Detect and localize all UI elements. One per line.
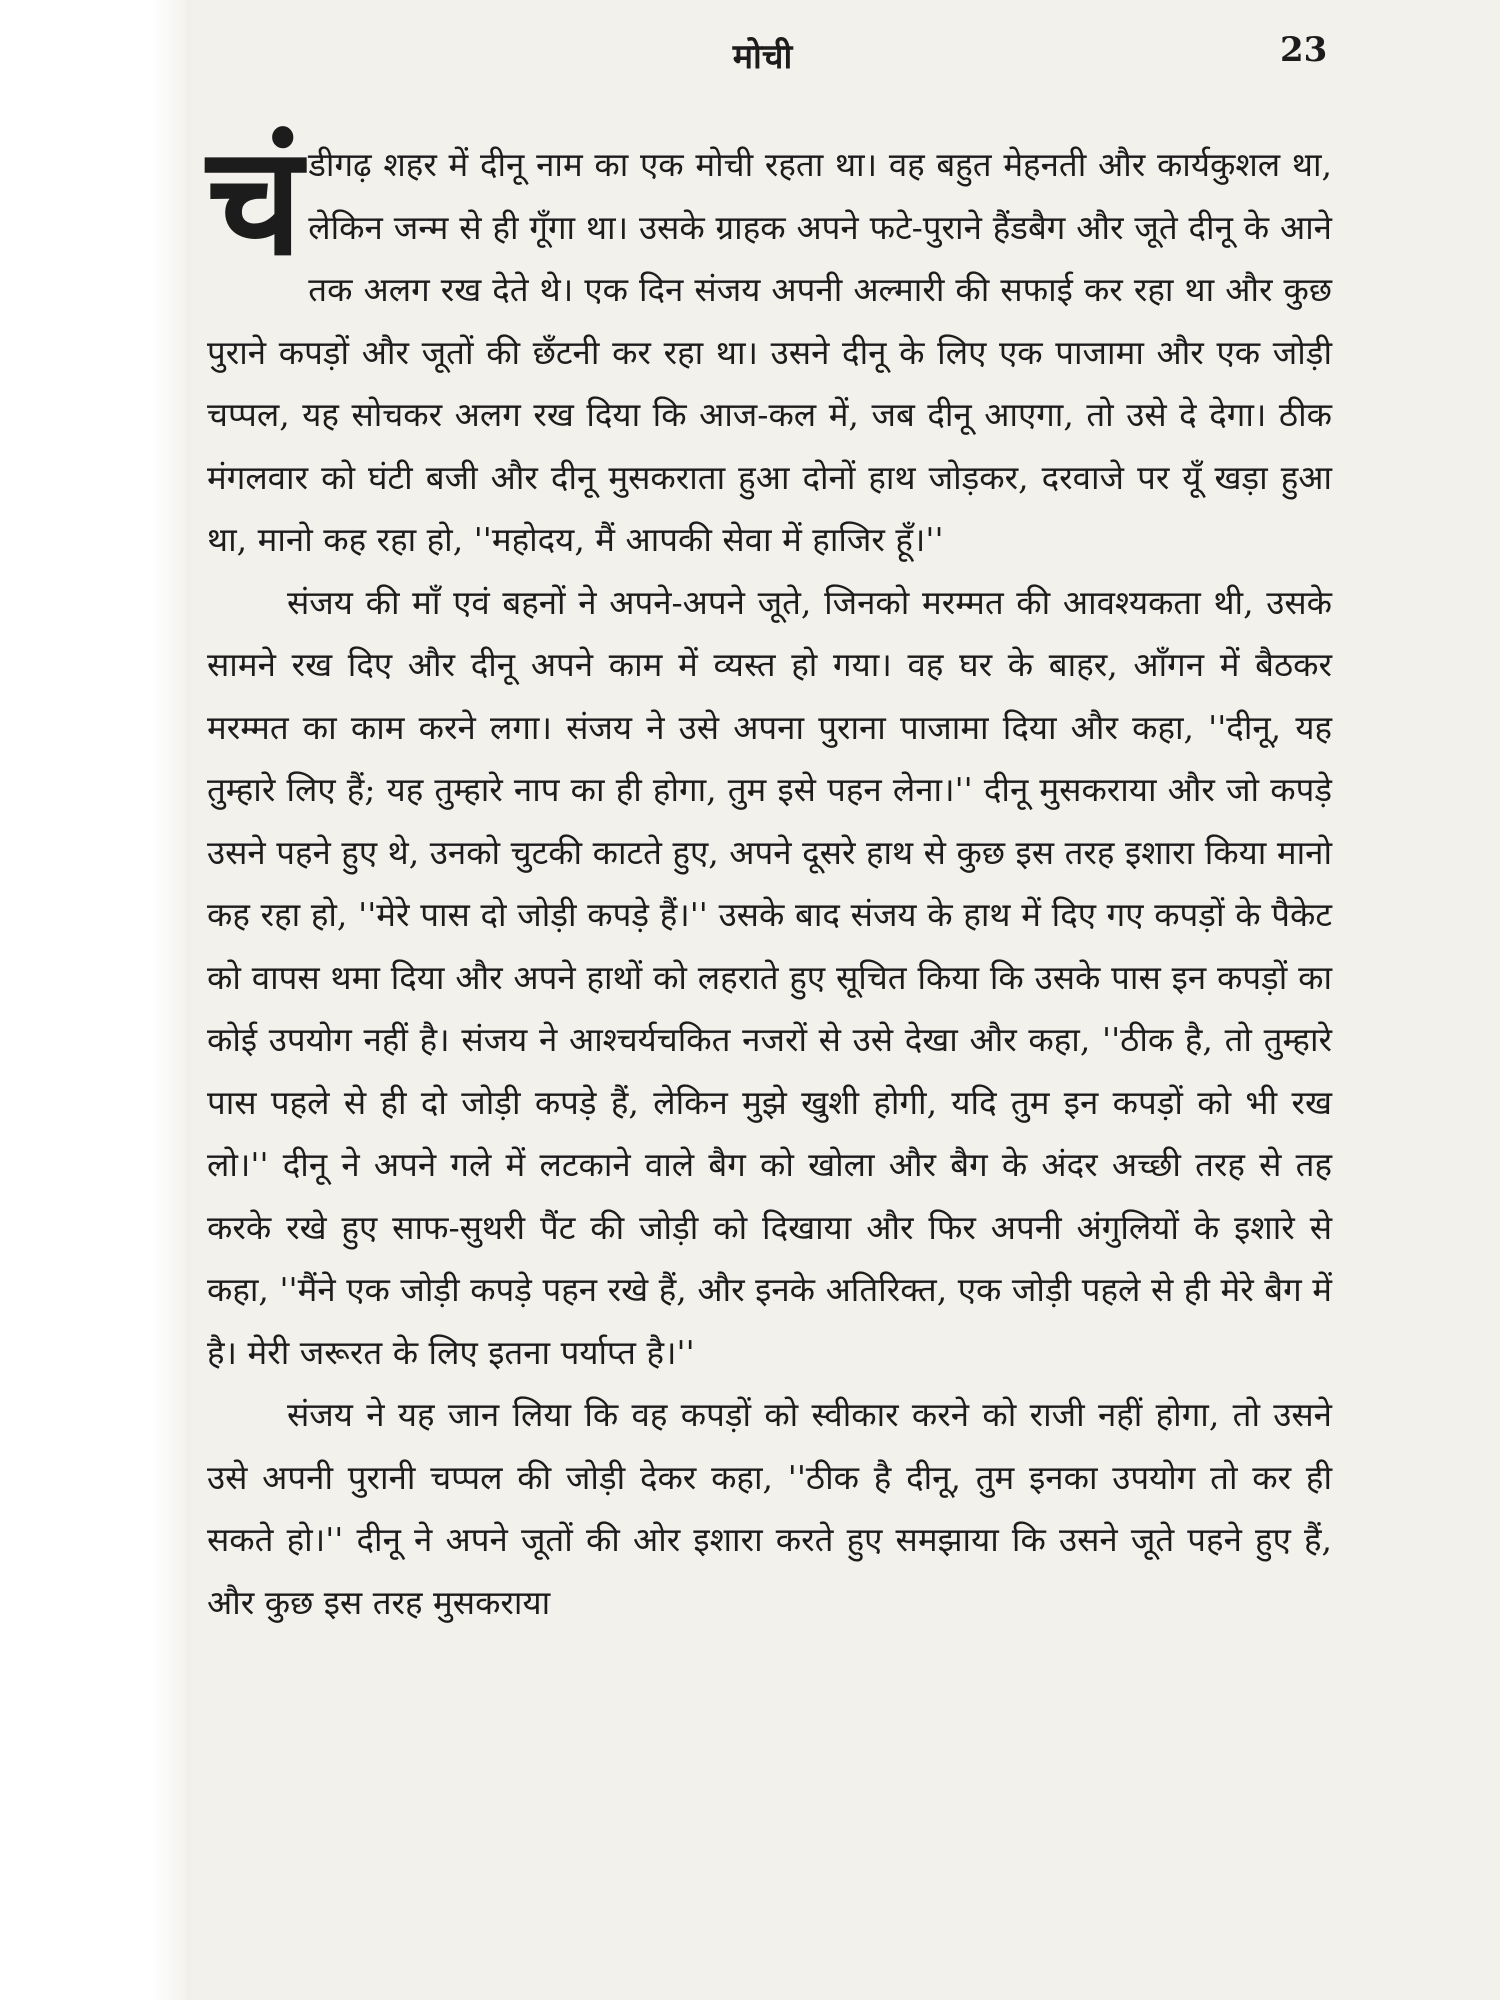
- paragraph-text: डीगढ़ शहर में दीनू नाम का एक मोची रहता था। वह बहुत मेहनती और कार्यकुशल था, लेकिन जन्म से ही गूँगा था। उसके ग्राहक अपने फटे-पुराने हैंडबैग और जूते दीनू के आने तक अलग रख देते थे। एक दिन संजय अपनी अल्मारी की सफाई कर रहा था और कुछ पुराने कपड़ों और जूतों की छँटनी कर रहा था। उसने दीनू के लिए एक पाजामा और एक जोड़ी चप्पल, यह सोचकर अलग रख दिया कि आज-कल में, जब दीनू आएगा, तो उसे दे देगा। ठीक मंगलवार को घंटी बजी और दीनू मुसकराता हुआ दोनों हाथ जोड़कर, दरवाजे पर यूँ खड़ा हुआ था, मानो कह रहा हो, ''महोदय, मैं आपकी सेवा में हाजिर हूँ।'': [207, 145, 1332, 559]
- outer-margin: [0, 0, 190, 2000]
- paragraph-text: संजय की माँ एवं बहनों ने अपने-अपने जूते, जिनको मरम्मत की आवश्यकता थी, उसके सामने रख दिए और दीनू अपने काम में व्यस्त हो गया। वह घर के बाहर, आँगन में बैठकर मरम्मत का काम करने लगा। संजय ने उसे अपना पुराना पाजामा दिया और कहा, ''दीनू, यह तुम्हारे लिए हैं; यह तुम्हारे नाप का ही होगा, तुम इसे पहन लेना।'' दीनू मुसकराया और जो कपड़े उसने पहने हुए थे, उनको चुटकी काटते हुए, अपने दूसरे हाथ से कुछ इस तरह इशारा किया मानो कह रहा हो, ''मेरे पास दो जोड़ी कपड़े हैं।'' उसके बाद संजय के हाथ में दिए गए कपड़ों के पैकेट को वापस थमा दिया और अपने हाथों को लहराते हुए सूचित किया कि उसके पास इन कपड़ों का कोई उपयोग नहीं है। संजय ने आश्चर्यचकित नजरों से उसे देखा और कहा, ''ठीक है, तो तुम्हारे पास पहले से ही दो जोड़ी कपड़े हैं, लेकिन मुझे खुशी होगी, यदि तुम इन कपड़ों को भी रख लो।'' दीनू ने अपने गले में लटकाने वाले बैग को खोला और बैग के अंदर अच्छी तरह से तह करके रखे हुए साफ-सुथरी पैंट की जोड़ी को दिखाया और फिर अपनी अंगुलियों के इशारे से कहा, ''मैंने एक जोड़ी कपड़े पहन रखे हैं, और इनके अतिरिक्त, एक जोड़ी पहले से ही मेरे बैग में है। मेरी जरूरत के लिए इतना पर्याप्त है।'': [207, 582, 1332, 1372]
- running-title: मोची: [732, 37, 793, 77]
- body-text: [207, 113, 1332, 1634]
- paragraph-text: संजय ने यह जान लिया कि वह कपड़ों को स्वीकार करने को राजी नहीं होगा, तो उसने उसे अपनी पुरानी चप्पल की जोड़ी देकर कहा, ''ठीक है दीनू, तुम इनका उपयोग तो कर ही सकते हो।'' दीनू ने अपने जूतों की ओर इशारा करते हुए समझाया कि उसने जूते पहने हुए हैं, और कुछ इस तरह मुसकराया: [207, 1395, 1332, 1622]
- page-number: 23: [1280, 30, 1328, 70]
- book-page: [190, 0, 1500, 2000]
- paragraph: [207, 572, 1332, 1385]
- paragraph: [207, 1384, 1332, 1634]
- paragraph: [207, 113, 1332, 572]
- drop-cap: चं: [207, 113, 303, 289]
